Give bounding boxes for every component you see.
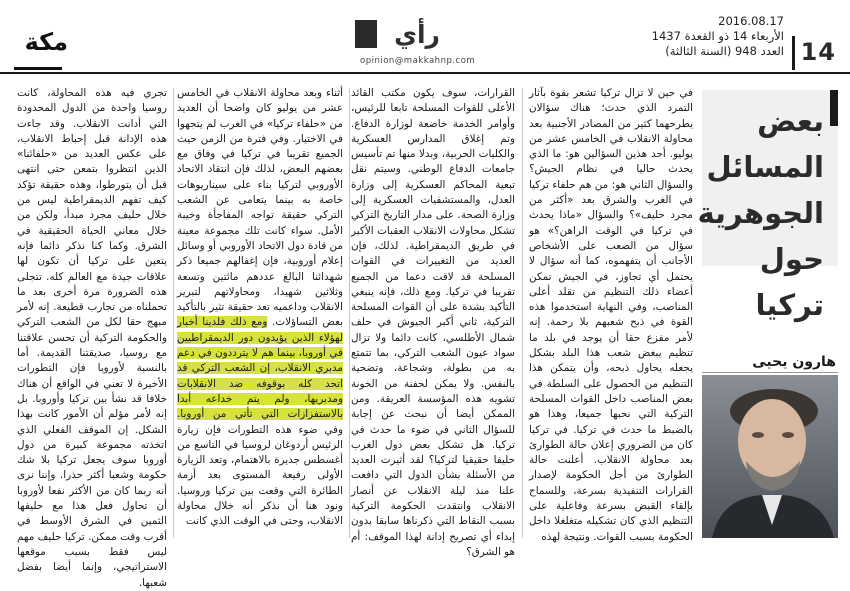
page-number-box	[792, 36, 836, 70]
hijri-date: الأربعاء 14 ذو القعدة 1437	[651, 29, 784, 43]
highlighted-passage: ومع ذلك فلدينا أخبار لهؤلاء الذين يؤيدون دور الديمقراطيين في أوروبا، بينما هم لا يترددون في دعم مدبري الانقلاب، إن الشعب التركي قد اتحد كله بوقوفه ضد الانقلابات ومدبريها، ولم يتم خداعه أبدا بالاستفزازات التي تأتي من أوروبا.	[177, 316, 343, 421]
column-divider	[173, 88, 174, 538]
article-headline: بعض المسائل الجوهرية حول تركيا	[697, 104, 824, 322]
section-label	[355, 14, 479, 54]
section-title: رأي	[394, 19, 440, 49]
header-divider	[0, 72, 850, 74]
opinion-email[interactable]: opinion@makkahnp.com	[360, 56, 476, 66]
article-column-2: القرارات، سوف يكون مكتب القائد الأعلى للقوات المسلحة تابعا للرئيس، وأوامر الخدمة خاضعة لوزارة الدفاع. وتم إغلاق المدارس العسكرية والكليات الحربية، وبدلا منها تم تأسيس جامعات الدفاع الوطني. وسيتم نقل تبعية المحاكم العسكرية إلى وزارة العدل، والمستشفيات العسكرية إلى وزارة الصحة. على مدار التاريخ التركي تشكل محاولات الانقلاب العقبات الأكبر في طريق الديمقراطية. لذلك، فإن العديد من التغييرات في القوات المسلحة قد لاقت دعما من الجميع تقريبا في تركيا. ومع ذلك، فإنه ينبغي التأكيد بشدة على أن القوات المسلحة التركية، ثاني أكبر الجيوش في حلف شمال الأطلسي، كانت دائما ولا تزال سواد عيون الشعب التركي، بما تتمتع به من بطولة، وشجاعة، وتضحية بالنفس. ولا يمكن لحفنة من الخونة تشويه هذه المؤسسة العريقة. ومن الممكن أيضا أن نبحث عن إجابة للسؤال الثاني في ضوء ما حدث في تركيا. هل تشكل بعض دول الغرب حليفا حقيقيا لتركيا؟ لقد أثيرت العديد من الأسئلة بشأن الدول التي دافعت علنا منذ ليلة الانقلاب عن أنصار الانقلاب وانتقدت الحكومة التركية بسبب النقاط التي ذكرناها سابقا بدون إبداء أي تصريح إدانة لهذا الموقف: أم هو الشرق؟	[351, 87, 515, 558]
issue-number: العدد 948 (السنة الثالثة)	[665, 44, 784, 58]
logo-text: مكة	[24, 28, 68, 56]
author-divider	[702, 372, 838, 373]
article-column-3	[177, 86, 343, 530]
gregorian-date: 2016.08.17	[718, 14, 784, 28]
author-photo	[702, 375, 838, 538]
page-number: 14	[800, 38, 836, 66]
section-bar-decoration	[355, 20, 377, 48]
headline-accent	[830, 90, 838, 126]
column-divider	[349, 88, 350, 538]
logo-underline	[14, 67, 62, 70]
column-divider	[522, 88, 523, 538]
article-column-4: تجري فيه هذه المحاولة، كانت روسيا واحدة من الدول المحدودة التي أدانت الانقلاب. وقد جاءت هذه الإدانة قبل إحباط الانقلاب، على عكس العديد من «حلفائنا» الذين انتظروا بتمعن حتى انتهى قبل أن يتورطوا، وهذه حقيقة تؤكد كيف تفهم الديمقراطية ليس من خلال حليف مجرد مبدأ، ولكن من خلال معاني الحياة الحقيقية في الشرق. وكما كنا نذكر دائما فإنه يتعين على تركيا أن تكون لها علاقات جيدة مع العالم كله. تتجلى هذه الضرورة مرة أخرى بعد ما تحملناه من تجارب قطيعة. إنه لأمر مبهج حقا لكل من الشعب التركي والحكومة التركية أن تحسن علاقتنا مع روسيا، صديقتنا القديمة. أما بالنسبة لأوروبا فإن التطورات الأخيرة لا تعني في الواقع أن هناك خلافا قد نشأ بين تركيا وأوروبا. بل إنه لأمر مؤلم أن الأمور كانت بهذا الشكل. إن الموقف الفعلي الذي اتخذته مجموعة كبيرة من دول أوروبا سوف يجعل تركيا بلا شك حكومة وشعبا أكثر حذرا. وإننا نرى أنه ربما كان من الأكثر نفعا لأوروبا أن تحاول فعل هذا مع حليفها الثمين في الشرق الأوسط في أقرب وقت ممكن. تركيا حليف مهم ليس فقط بسبب موقعها الاستراتيجي، وإنما أيضا بفضل شعبها.	[17, 87, 167, 589]
article-column-1: في حين لا تزال تركيا تشعر بقوة بآثار التمرد الذي حدث؛ هناك سؤالان يطرحهما كثير من المصادر الأجنبية بعد محاولة الانقلاب في الخامس عشر من يوليو. أحد هذين السؤالين هو: ما الذي يحدث حاليا في نظام الجيش؟ والسؤال الثاني هو: من هم حلفاء تركيا في الغرب والشرق بعد «أكثر من مجرد حليف»؟ والسؤال «ماذا يحدث في تركيا في الوقت الراهن؟» هو سؤال من الصعب على الأشخاص الأجانب أن يتفهموه، كما أنه سؤال لا يحتمل أي تجاوز، في الجيش تمكن أعضاء ذلك التنظيم من تقلد أعلى المناصب، وفي النهاية استخدموا هذه القوة في ذبح شعبهم بلا رحمة. إنه لأمر مفزع حقا أن يوجد في بلد ما تنظيم يبغض شعب هذا البلد بشكل يجعله يحاول ذبحه، وأن يتمكن هذا التنظيم من الحصول على السلطة في بعض المناصب داخل القوات المسلحة التركية التي نحبها جميعا، وهذا هو بالضبط ما حدث في تركيا. في تركيا كان من الضروري إعلان حالة الطوارئ بعد محاولة الانقلاب. أعلنت حالة الطوارئ من أجل الحكومة لإصدار القرارات التنفيذية بسرعة، وللسماح بإلقاء القبض بسرعة وفاعلية على التنظيم الذي كان تشكيله متغلغلا داخل الحكومة بسبب القوات. ونتيجة لهذه	[529, 87, 693, 543]
column-3-text-end: وفي ضوء هذه التطورات فإن زيارة الرئيس أردوغان لروسيا في التاسع من أغسطس جديرة بالاهتمام، وتعد الزيارة الأولى رفيعة المستوى بعد أزمة الطائرة التي وقعت بين تركيا وروسيا. ونود هنا أن نذكر أنه خلال محاولة الانقلاب، وحتى في الوقت الذي كانت	[177, 423, 343, 528]
author-name: هارون يحيى	[752, 354, 836, 370]
page-header	[0, 0, 850, 72]
newspaper-logo	[8, 28, 68, 72]
column-3-text-start: أثناء وبعد محاولة الانقلاب في الخامس عشر من يوليو كان واضحا أن العديد من «حلفاء تركيا» في الغرب لم يتجهوا في الاختيار. وفي فترة من الزمن حيث الجميع تقريبا في تركيا في وفاق مع بعضهم البعض، لذلك فإن انتقاد الاتحاد الأوروبي لتركيا بناء على سيناريوهات خاصة به بينما يتعامى عن الشعب التركي حقيقة تواجه المفاجأة وخيبة الأمل. سواء كانت تلك مجموعة معينة من قادة دول الاتحاد الأوروبي أو وسائل إعلام أوروبية، فإن إغفالهم جميعا ذكر شهدائنا البالغ عددهم مائتين وتسعة وثلاثين شهيدا، ومحاولاتهم لتبرير الانقلاب وداعميه تعد حقيقة تثير بالتأكيد بعض التساؤلات.	[177, 87, 343, 329]
headline-panel	[697, 90, 838, 322]
